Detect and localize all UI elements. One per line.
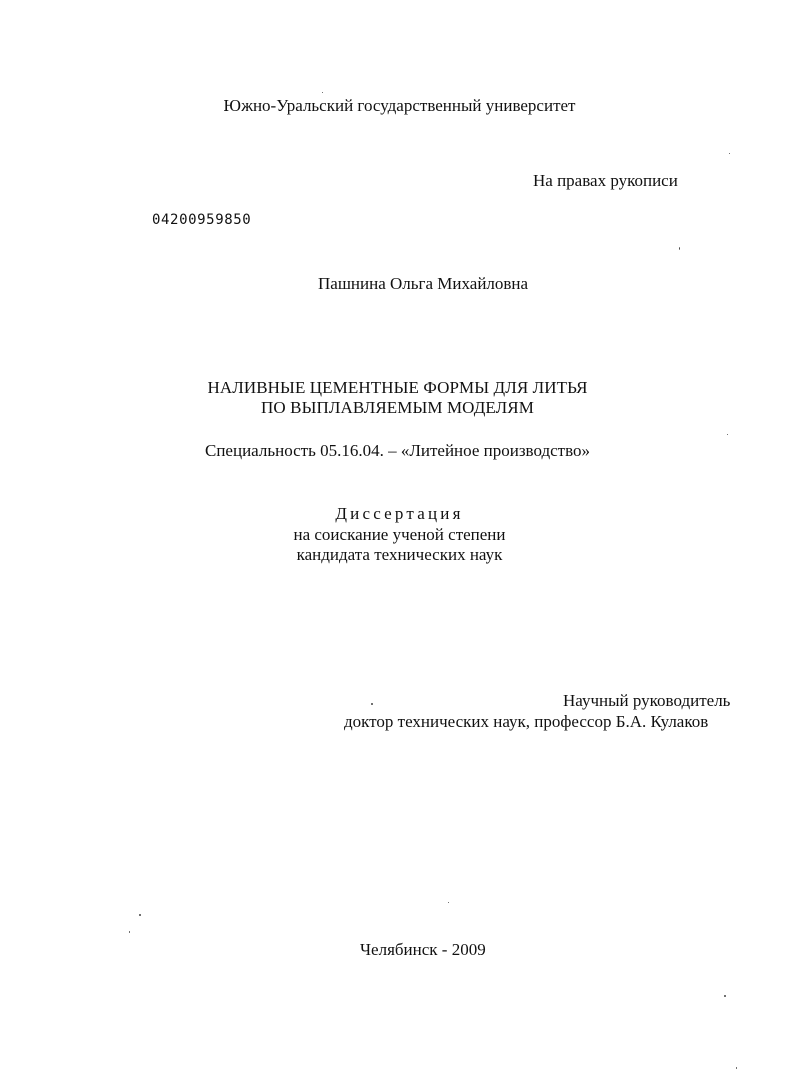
degree-line-1: на соискание ученой степени: [293, 525, 506, 544]
manuscript-rights-note: На правах рукописи: [533, 171, 678, 190]
scan-speck: [679, 247, 680, 250]
scan-speck: [727, 434, 728, 435]
scan-speck: [139, 914, 141, 916]
work-type: Диссертация: [335, 504, 464, 523]
specialty: Специальность 05.16.04. – «Литейное производство»: [204, 441, 591, 460]
scan-speck: [729, 153, 730, 154]
city-year: Челябинск - 2009: [360, 940, 486, 959]
author-name: Пашнина Ольга Михайловна: [318, 274, 529, 293]
university-name: Южно-Уральский государственный университет: [223, 96, 576, 115]
dissertation-title-line-1: НАЛИВНЫЕ ЦЕМЕНТНЫЕ ФОРМЫ ДЛЯ ЛИТЬЯ: [207, 378, 588, 397]
supervisor-name: доктор технических наук, профессор Б.А. Кулаков: [344, 712, 709, 731]
registration-number: 04200959850: [152, 212, 252, 228]
scan-speck: [129, 931, 130, 933]
dissertation-title-line-2: ПО ВЫПЛАВЛЯЕМЫМ МОДЕЛЯМ: [261, 398, 534, 417]
scan-speck: [736, 1067, 737, 1069]
scan-speck: [371, 703, 373, 705]
degree-line-2: кандидата технических наук: [296, 545, 503, 564]
scan-speck: [322, 92, 323, 93]
scan-speck: [724, 995, 726, 997]
scan-speck: [448, 902, 449, 903]
supervisor-label: Научный руководитель: [563, 691, 731, 710]
